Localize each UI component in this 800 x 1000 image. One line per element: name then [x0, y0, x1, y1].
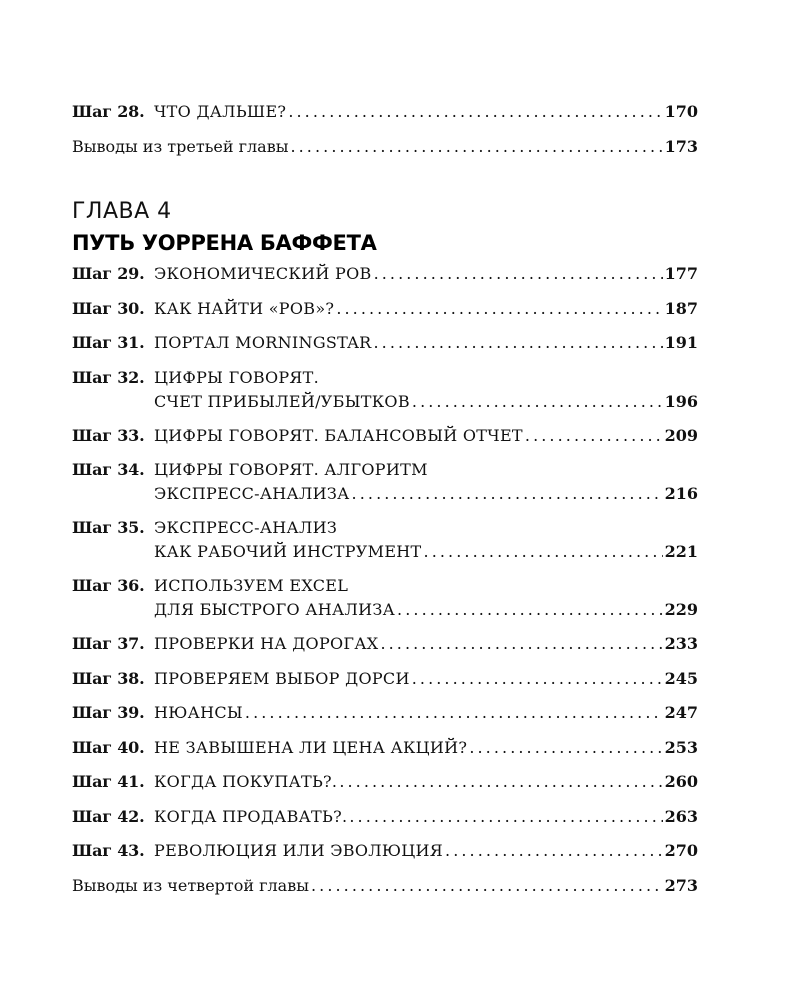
toc-entry-body — [72, 874, 698, 898]
toc-title-text: КАК РАБОЧИЙ ИНСТРУМЕНТ — [154, 542, 422, 561]
toc-title-line — [154, 540, 698, 564]
toc-title-text: ЭКСПРЕСС-АНАЛИЗ — [154, 518, 338, 537]
toc-title-line — [154, 574, 698, 598]
chapter-title: ПУТЬ УОРРЕНА БАФФЕТА — [72, 231, 377, 255]
toc-title-line — [154, 390, 698, 414]
dot-leader — [311, 874, 663, 898]
toc-step-number: Шаг 35. — [72, 518, 145, 537]
toc-title-text: КОГДА ПРОДАВАТЬ?. — [154, 806, 348, 826]
toc-step-number: Шаг 29. — [72, 264, 145, 283]
toc-entry-body — [154, 701, 698, 725]
dot-leader — [397, 598, 663, 622]
toc-list-chapter-4 — [72, 262, 698, 908]
toc-entry — [72, 516, 698, 564]
toc-page-number: 209 — [664, 425, 698, 445]
toc-entry — [72, 424, 698, 448]
toc-page-number: 247 — [664, 703, 698, 722]
toc-title-text: ЭКСПРЕСС-АНАЛИЗА — [154, 484, 350, 503]
toc-entry-body — [154, 805, 698, 829]
toc-page-number: 270 — [664, 841, 698, 860]
toc-step-number: Шаг 33. — [72, 425, 145, 445]
toc-page-number: 263 — [664, 806, 698, 826]
dot-leader — [339, 770, 662, 794]
toc-step-number: Шаг 34. — [72, 460, 145, 479]
toc-title-text: Выводы из четвертой главы — [72, 875, 309, 895]
toc-title-text: НЮАНСЫ — [154, 703, 243, 722]
dot-leader — [336, 297, 662, 321]
toc-entry — [72, 100, 698, 124]
toc-entry-body — [154, 736, 698, 760]
dot-leader — [412, 390, 663, 414]
toc-summary-entry — [72, 874, 698, 898]
toc-title-line — [154, 516, 698, 540]
toc-title-text: ЦИФРЫ ГОВОРЯТ. БАЛАНСОВЫЙ ОТЧЕТ — [154, 425, 523, 445]
toc-entry — [72, 701, 698, 725]
toc-step-number: Шаг 41. — [72, 772, 145, 791]
toc-page-number: 245 — [664, 668, 698, 688]
toc-title-line — [154, 632, 698, 656]
toc-title-line — [154, 424, 698, 448]
toc-title-line — [154, 598, 698, 622]
toc-entry — [72, 574, 698, 622]
dot-leader — [288, 100, 662, 124]
toc-entry-body — [154, 516, 698, 564]
toc-list-chapter-3-end — [72, 100, 698, 169]
toc-entry-body — [154, 770, 698, 794]
dot-leader — [424, 540, 663, 564]
toc-title-text: СЧЕТ ПРИБЫЛЕЙ/УБЫТКОВ — [154, 391, 410, 411]
toc-title-text: ЧТО ДАЛЬШЕ? — [154, 102, 287, 121]
toc-page-number: 177 — [664, 264, 698, 283]
dot-leader — [412, 667, 663, 691]
dot-leader — [374, 262, 663, 286]
toc-page-number: 187 — [664, 298, 698, 318]
toc-page-number: 260 — [664, 772, 698, 791]
toc-title-line — [154, 667, 698, 691]
toc-title-line — [154, 701, 698, 725]
toc-step-number: Шаг 28. — [72, 102, 145, 121]
toc-title-text: ПОРТАЛ MORNINGSTAR — [154, 333, 372, 352]
toc-title-text: ЭКОНОМИЧЕСКИЙ РОВ — [154, 264, 372, 283]
toc-entry-body — [154, 424, 698, 448]
toc-title-line — [154, 482, 698, 506]
toc-page-number: 233 — [664, 634, 698, 653]
toc-page-number: 229 — [664, 600, 698, 619]
toc-title-text: КАК НАЙТИ «РОВ»? — [154, 298, 335, 318]
toc-entry — [72, 366, 698, 414]
toc-entry-body — [154, 100, 698, 124]
toc-entry — [72, 770, 698, 794]
toc-title-text: ЦИФРЫ ГОВОРЯТ. АЛГОРИТМ — [154, 460, 428, 479]
toc-page-number: 273 — [664, 875, 698, 895]
toc-title-line — [154, 366, 698, 390]
toc-page-number: 253 — [664, 737, 698, 757]
toc-title-text: НЕ ЗАВЫШЕНА ЛИ ЦЕНА АКЦИЙ? — [154, 737, 468, 757]
toc-page-number: 196 — [664, 391, 698, 411]
dot-leader — [349, 805, 662, 829]
toc-summary-entry — [72, 135, 698, 159]
toc-entry — [72, 736, 698, 760]
toc-title-line — [154, 100, 698, 124]
toc-entry — [72, 458, 698, 506]
toc-step-number: Шаг 38. — [72, 668, 145, 688]
toc-entry — [72, 632, 698, 656]
toc-entry-body — [154, 331, 698, 355]
dot-leader — [245, 701, 663, 725]
toc-page-number: 216 — [664, 484, 698, 503]
dot-leader — [445, 839, 663, 863]
toc-title-text: ПРОВЕРЯЕМ ВЫБОР ДОРСИ — [154, 668, 410, 688]
toc-title-line — [154, 262, 698, 286]
toc-title-line — [154, 805, 698, 829]
toc-page-number: 170 — [664, 102, 698, 121]
toc-step-number: Шаг 30. — [72, 298, 145, 318]
toc-page-number: 221 — [664, 542, 698, 561]
toc-title-line — [154, 297, 698, 321]
toc-entry-body — [154, 839, 698, 863]
toc-title-line — [154, 839, 698, 863]
toc-title-text: ИСПОЛЬЗУЕМ EXCEL — [154, 576, 349, 595]
toc-title-text: ЦИФРЫ ГОВОРЯТ. — [154, 367, 320, 387]
toc-entry — [72, 667, 698, 691]
toc-entry-body — [154, 297, 698, 321]
toc-step-number: Шаг 43. — [72, 841, 145, 860]
toc-title-text: РЕВОЛЮЦИЯ ИЛИ ЭВОЛЮЦИЯ — [154, 841, 444, 860]
toc-entry-body — [154, 667, 698, 691]
toc-entry-body — [154, 366, 698, 414]
toc-title-line — [154, 770, 698, 794]
toc-page-number: 173 — [664, 136, 698, 156]
toc-step-number: Шаг 42. — [72, 806, 145, 826]
toc-step-number: Шаг 36. — [72, 576, 145, 595]
toc-step-number: Шаг 32. — [72, 367, 145, 387]
dot-leader — [373, 331, 662, 355]
toc-entry-body — [154, 458, 698, 506]
toc-entry — [72, 839, 698, 863]
toc-entry — [72, 805, 698, 829]
toc-title-line — [154, 458, 698, 482]
toc-entry-body — [154, 262, 698, 286]
toc-entry — [72, 262, 698, 286]
toc-entry-body — [154, 574, 698, 622]
toc-step-number: Шаг 31. — [72, 333, 145, 352]
dot-leader — [469, 736, 662, 760]
toc-title-line — [154, 736, 698, 760]
toc-entry-body — [154, 632, 698, 656]
toc-title-line — [72, 874, 698, 898]
dot-leader — [380, 632, 662, 656]
toc-step-number: Шаг 39. — [72, 703, 145, 722]
toc-page-number: 191 — [664, 333, 698, 352]
toc-title-text: КОГДА ПОКУПАТЬ?. — [154, 772, 338, 791]
dot-leader — [290, 135, 662, 159]
toc-step-number: Шаг 37. — [72, 634, 145, 653]
dot-leader — [352, 482, 663, 506]
toc-step-number: Шаг 40. — [72, 737, 145, 757]
toc-title-line — [154, 331, 698, 355]
dot-leader — [525, 424, 663, 448]
chapter-label: ГЛАВА 4 — [72, 199, 172, 224]
toc-entry-body — [72, 135, 698, 159]
toc-title-text: ДЛЯ БЫСТРОГО АНАЛИЗА — [154, 600, 396, 619]
toc-entry — [72, 331, 698, 355]
toc-title-text: ПРОВЕРКИ НА ДОРОГАХ — [154, 634, 379, 653]
toc-title-text: Выводы из третьей главы — [72, 136, 289, 156]
toc-title-line — [72, 135, 698, 159]
toc-entry — [72, 297, 698, 321]
